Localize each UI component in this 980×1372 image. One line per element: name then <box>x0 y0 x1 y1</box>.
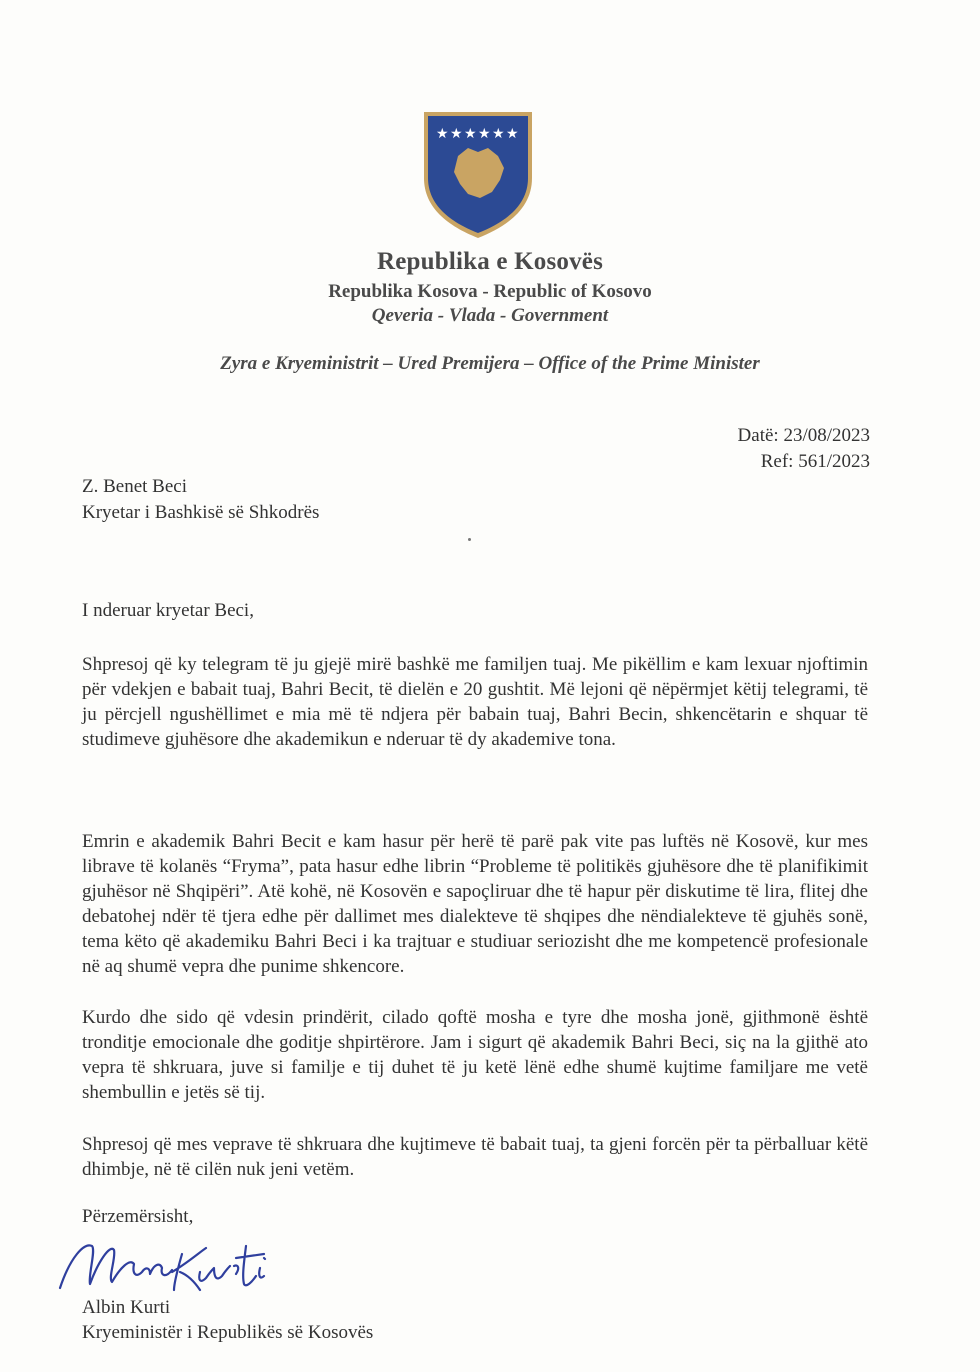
salutation: I nderuar kryetar Beci, <box>82 600 254 621</box>
closing: Përzemërsisht, <box>82 1206 194 1227</box>
paragraph-1: Shpresoj që ky telegram të ju gjejë mirë bashkë me familjen tuaj. Me pikëllim e kam lexuar njoftimin për vdekjen e babait tuaj, Bahri Becit, të dielën e 20 gushtit. Më lejoni që nëpërmjet këtij telegrami, të ju përcjell ngushëllimet e mia më të ndjera për babain tuaj, Bahri Becin, shkencëtarin e shquar të studimeve gjuhësore dhe akademikun e nderuar të dy akademive tona. <box>82 654 868 750</box>
svg-text:★: ★ <box>478 126 491 142</box>
svg-text:★: ★ <box>464 126 477 142</box>
recipient-title: Kryetar i Bashkisë së Shkodrës <box>82 502 320 523</box>
paper-speck <box>468 538 471 541</box>
header-government: Qeveria - Vlada - Government <box>371 305 609 326</box>
handwritten-signature <box>50 1228 300 1300</box>
paragraph-2: Emrin e akademik Bahri Becit e kam hasur për herë të parë pak vite pas luftës në Kosovë, kur mes librave të kolanës “Fryma”, pata hasur edhe librin “Probleme të politikës gjuhësore dhe të planifikimit gjuhësor në Shqipëri”. Atë kohë, në Kosovën e sapoçliruar dhe të hapur për diskutime të lira, flitej dhe debatohej ndër të tjera edhe për dallimet mes dialekteve të shqipes dhe nëndialekteve të gjuhës sonë, tema këto që akademiku Bahri Beci i ka trajtuar e studiuar seriozisht dhe me kompetencë profesionale në aq shumë vepra dhe punime shkencore. <box>82 831 868 977</box>
signer-title: Kryeministër i Republikës së Kosovës <box>82 1322 374 1343</box>
header-office: Zyra e Kryeministrit – Ured Premijera – Office of the Prime Minister <box>220 353 760 374</box>
paragraph-4: Shpresoj që mes veprave të shkruara dhe kujtimeve të babait tuaj, ta gjeni forcën për ta përballuar këtë dhimbje, në të cilën nuk jeni vetëm. <box>82 1134 868 1180</box>
svg-text:★: ★ <box>506 126 519 142</box>
svg-text:★: ★ <box>450 126 463 142</box>
svg-text:★: ★ <box>436 126 449 142</box>
kosovo-coat-of-arms-icon <box>418 108 538 240</box>
stars <box>436 126 519 142</box>
svg-text:★: ★ <box>492 126 505 142</box>
signer-name: Albin Kurti <box>82 1297 171 1318</box>
paragraph-3: Kurdo dhe sido që vdesin prindërit, cilado qoftë mosha e tyre dhe mosha jonë, gjithmonë është tronditje emocionale dhe goditje shpirtërore. Jam i sigurt që akademik Bahri Beci, siç na la gjithë ato vepra të shkruara, juve si familje e tij duhet të ju ketë lënë edhe shumë kujtime familjare me vetë shembullin e jetës së tij. <box>82 1007 868 1103</box>
recipient-name: Z. Benet Beci <box>82 476 187 497</box>
header-country-albanian: Republika e Kosovës <box>376 248 604 275</box>
header-country-multilingual: Republika Kosova - Republic of Kosovo <box>328 281 652 302</box>
letter-date: Datë: 23/08/2023 <box>737 425 870 446</box>
letter-reference: Ref: 561/2023 <box>760 451 870 472</box>
